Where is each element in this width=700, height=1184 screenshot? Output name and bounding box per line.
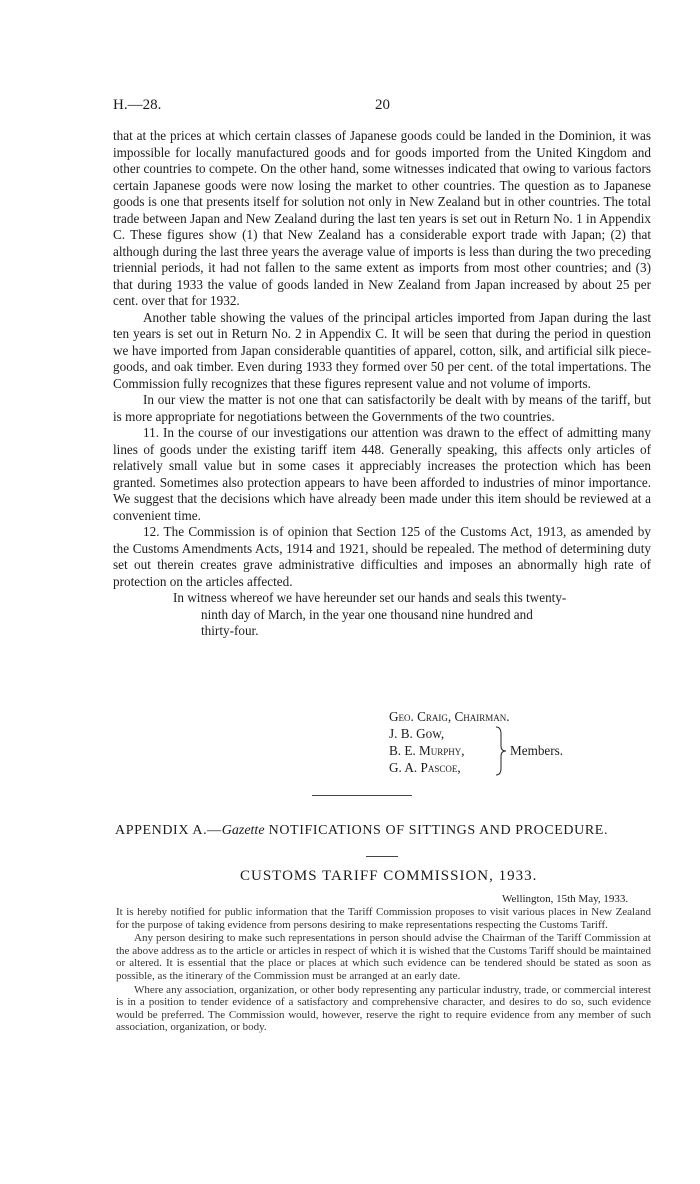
notice-paragraph-1: It is hereby notified for public information that the Tariff Commission proposes to visit various places in New Zealand for the purpose of taking evidence from persons desiring to make representations respecting the Customs Tariff. [116,906,651,931]
paragraph-item-448: 11. In the course of our investigations our attention was drawn to the effect of admitting many lines of goods under the existing tariff item 448. Generally speaking, this affects only articles of relatively small value but in some cases it appreciably increases the protection which has been granted. Sometimes also protection appears to have been afforded to industries of minor importance. We suggest that the decisions which have already been made under this item should be reviewed at a convenient time. [113,425,651,523]
witness-line-1: In witness whereof we have hereunder set our hands and seals this twenty- [173,590,567,605]
signature-chairman: Geo. Craig, Chairman. [389,709,510,724]
signature-member-pascoe: G. A. Pascoe, [389,760,461,775]
notice-dateline: Wellington, 15th May, 1933. [502,893,629,905]
paragraph-principal-articles: Another table showing the values of the principal articles imported from Japan during the last ten years is set out in Return No. 2 in Appendix C. It will be seen that during the period in question we have imported from Japan considerable quantities of apparel, cotton, silk, and artificial silk piece-goods, and oak timber. Even during 1933 they formed over 50 per cent. of the total impertations. The Commission fully recognizes that these figures represent value and not volume of imports. [113,309,651,391]
notice-body [116,906,651,1035]
witness-line-2: ninth day of March, in the year one thousand nine hundred and [201,606,533,622]
signature-member-murphy: B. E. Murphy, [389,743,465,758]
appendix-heading [115,823,608,839]
report-body [113,128,651,640]
signature-member-gow: J. B. Gow, [389,726,445,741]
appendix-heading-suffix: NOTIFICATIONS OF SITTINGS AND PROCEDURE. [264,823,609,838]
document-reference: H.—28. [113,97,162,113]
members-label: Members. [510,743,564,758]
appendix-heading-italic: Gazette [221,823,265,838]
section-divider [312,795,412,796]
short-divider [366,856,398,857]
notice-heading: CUSTOMS TARIFF COMMISSION, 1933. [240,868,538,884]
witness-line-3: thirty-four. [201,623,259,638]
signature-block [389,708,564,776]
notice-paragraph-3: Where any association, organization, or other body representing any particular industry, trade, or commercial interest is in a position to tender evidence of a satisfactory and comprehensive character, and desires to do so, such evidence would be preferred. The Commission would, however, reserve the right to require evidence from any member of such association, organization, or body. [116,983,651,1034]
paragraph-tariff-view: In our view the matter is not one that can satisfactorily be dealt with by means of the tariff, but is more appropriate for negotiations between the Governments of the two countries. [113,392,651,424]
page-number: 20 [375,97,390,113]
paragraph-japanese-goods: that at the prices at which certain classes of Japanese goods could be landed in the Dominion, it was impossible for locally manufactured goods and for goods imported from the United Kingdom and other countries to compete. On the other hand, some witnesses indicated that owing to various factors certain Japanese goods were now losing the market to other countries. The question as to Japanese goods is one that presents itself for solution not only in New Zealand but in other countries. The total trade between Japan and New Zealand during the last ten years is set out in Return No. 1 in Appendix C. These figures show (1) that New Zealand has a considerable export trade with Japan; (2) that although during the last three years the average value of imports is less than during the two preceding triennial periods, it had not fallen to the same extent as imports from most other countries; and (3) that during 1933 the value of goods landed in New Zealand from Japan increased by about 25 per cent. over that for 1932. [113,128,651,308]
members-brace [495,726,507,776]
paragraph-section-125: 12. The Commission is of opinion that Section 125 of the Customs Act, 1913, as amended by the Customs Amendments Acts, 1914 and 1921, should be repealed. The method of determining duty set out therein creates grave administrative difficulties and imposes an abnormally high rate of protection on the articles affected. [113,524,651,589]
witness-clause [113,590,651,640]
appendix-heading-prefix: APPENDIX A.— [115,823,222,838]
notice-paragraph-2: Any person desiring to make such representations in person should advise the Chairman of the Tariff Commission at the above address as to the article or articles in respect of which it is wished that the Customs Tariff should be maintained or altered. It is essential that the place or places at which such evidence can be tendered should be stated as soon as possible, as the itinerary of the Commission must be arranged at an early date. [116,932,651,982]
